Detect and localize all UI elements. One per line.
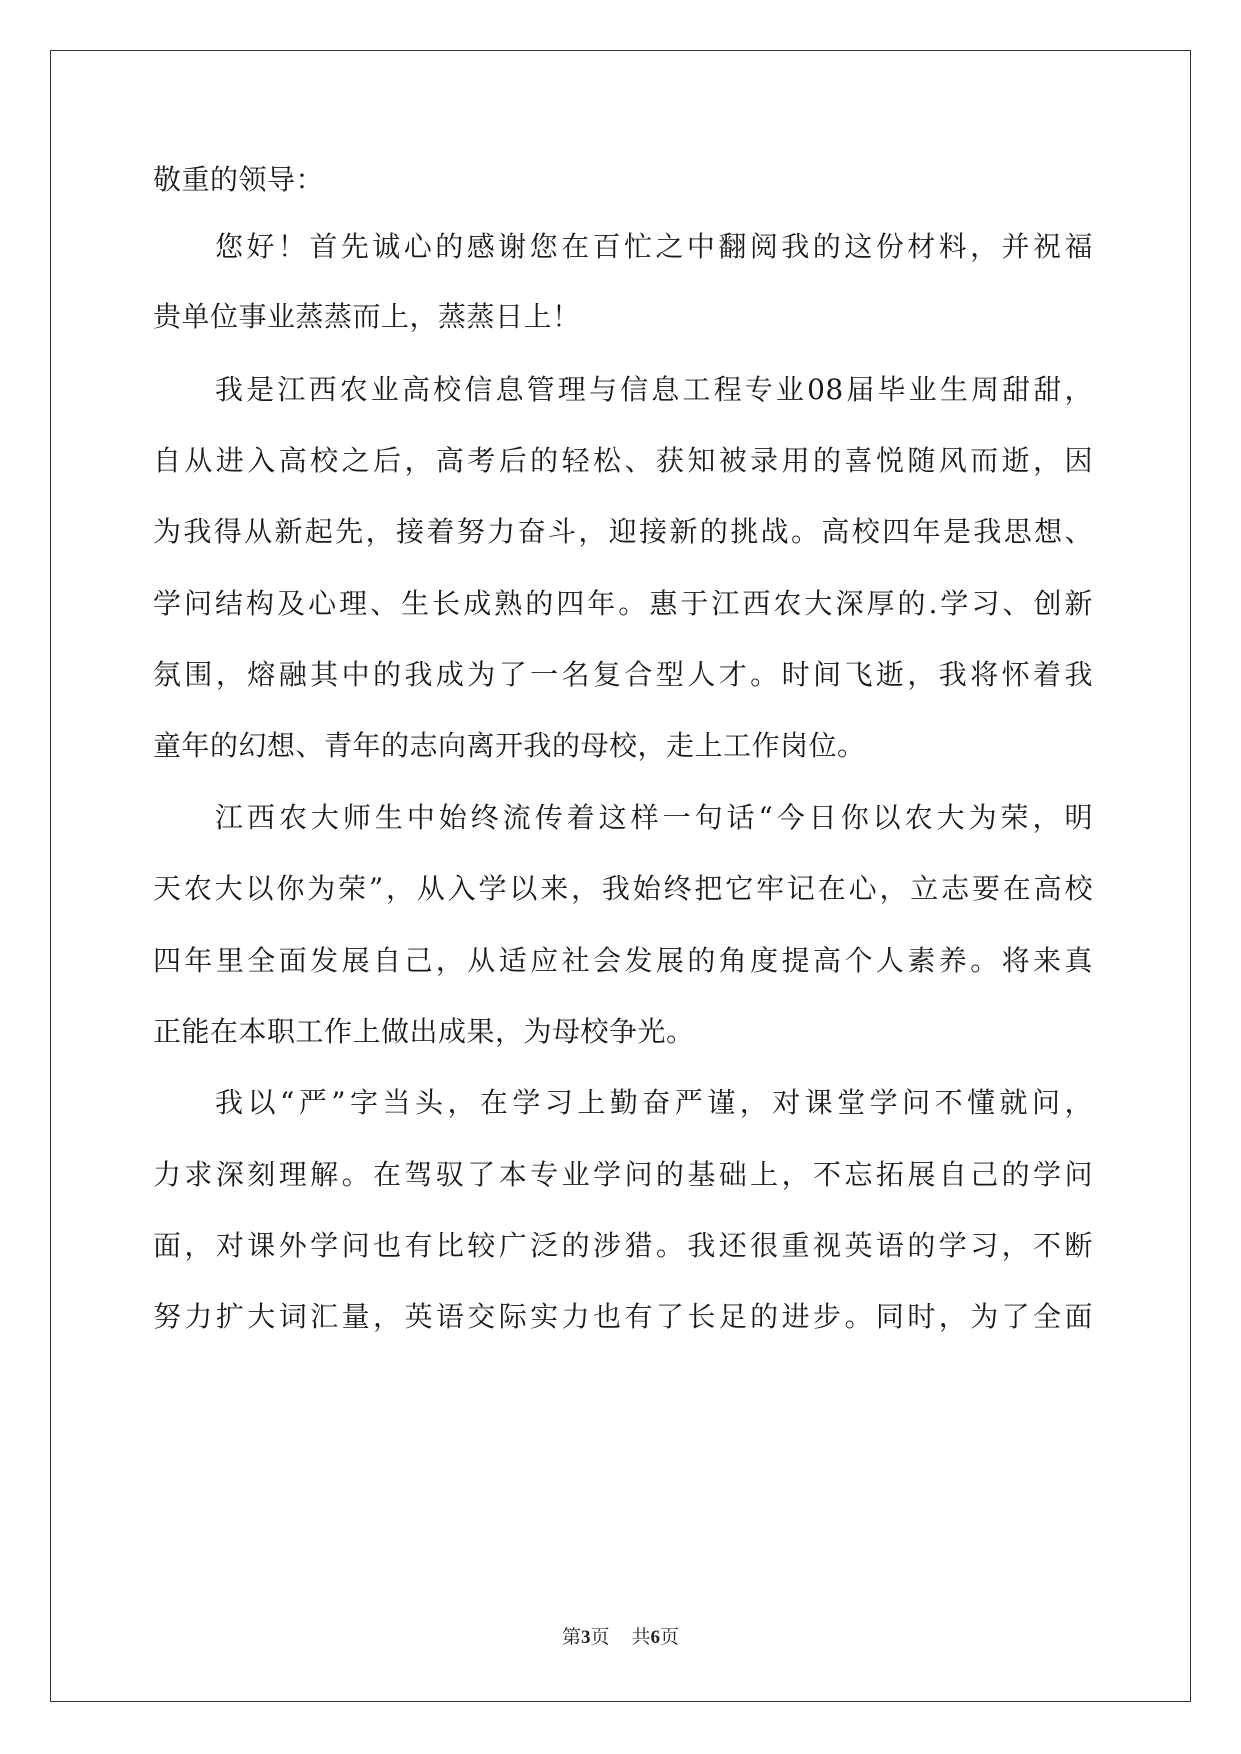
paragraph-line: 自从进入高校之后，高考后的轻松、获知被录用的喜悦随风而逝，因 [153, 444, 1093, 477]
paragraph-line: 江西农大师生中始终流传着这样一句话“今日你以农大为荣，明 [215, 801, 1093, 834]
paragraph-line: 我是江西农业高校信息管理与信息工程专业08届毕业生周甜甜， [215, 373, 1093, 406]
page-total-prefix: 共 [631, 1626, 651, 1648]
paragraph-line: 我以“严”字当头，在学习上勤奋严谨，对课堂学问不懂就问， [215, 1086, 1093, 1119]
paragraph-line: 童年的幻想、青年的志向离开我的母校，走上工作岗位。 [153, 729, 866, 762]
salutation: 敬重的领导： [153, 163, 325, 196]
page-number-current: 3 [580, 1627, 591, 1648]
paragraph-line: 天农大以你为荣”，从入学以来，我始终把它牢记在心，立志要在高校 [153, 872, 1093, 905]
paragraph-line: 正能在本职工作上做出成果，为母校争光。 [153, 1015, 695, 1048]
page-total: 6 [650, 1627, 661, 1648]
paragraph-line: 学问结构及心理、生长成熟的四年。惠于江西农大深厚的.学习、创新 [153, 587, 1093, 620]
paragraph-line: 四年里全面发展自己，从适应社会发展的角度提高个人素养。将来真 [153, 944, 1093, 977]
page-total-suffix: 页 [660, 1626, 680, 1648]
paragraph-line: 为我得从新起先，接着努力奋斗，迎接新的挑战。高校四年是我思想、 [153, 515, 1093, 548]
paragraph-line: 贵单位事业蒸蒸而上，蒸蒸日上！ [153, 300, 581, 333]
page-number-suffix: 页 [590, 1626, 610, 1648]
paragraph-line: 努力扩大词汇量，英语交际实力也有了长足的进步。同时，为了全面 [153, 1300, 1093, 1333]
page-number-prefix: 第 [561, 1626, 581, 1648]
paragraph-line: 面，对课外学问也有比较广泛的涉猎。我还很重视英语的学习，不断 [153, 1229, 1093, 1262]
paragraph-line: 力求深刻理解。在驾驭了本专业学问的基础上，不忘拓展自己的学问 [153, 1158, 1093, 1191]
paragraph-line: 氛围，熔融其中的我成为了一名复合型人才。时间飞逝，我将怀着我 [153, 658, 1093, 691]
paragraph-line: 您好！首先诚心的感谢您在百忙之中翻阅我的这份材料，并祝福 [215, 230, 1093, 263]
page-footer [0, 1625, 1241, 1650]
